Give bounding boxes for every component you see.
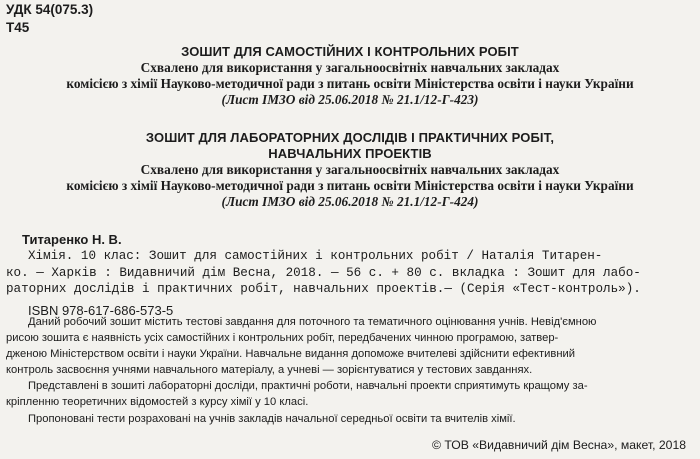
approval-heading: НАВЧАЛЬНИХ ПРОЕКТІВ [268, 146, 432, 161]
annotation-text [6, 314, 696, 427]
annotation-line: рисою зошита є наявність усіх самостійних і контрольних робіт, передбачених чинною програмою, затвер- [6, 332, 559, 345]
annotation-line: кріпленню теоретичних відомостей з курсу хімії у 10 класі. [6, 396, 309, 409]
approval-block-self-study [0, 44, 700, 108]
bib-line: Хімія. 10 клас: Зошит для самостійних і контрольних робіт / Наталія Титарен- [28, 249, 603, 263]
annotation-line: дженою Міністерством освіти і науки України. Навчальне видання допоможе вчителеві здійснити ефективний [6, 348, 576, 361]
bib-line: ко. — Харків : Видавничий дім Весна, 2018. — 56 с. + 80 с. вкладка : Зошит для лабо- [6, 265, 641, 280]
isbn: ISBN 978-617-686-573-5 [28, 302, 174, 318]
approval-letter-reference: (Лист ІМЗО від 25.06.2018 № 21.1/12-Г-423) [221, 92, 479, 107]
bib-line: раторних дослідів і практичних робіт, навчальних проектів.— (Серія «Тест-контроль»). [6, 282, 641, 296]
approval-line: комісією з хімії Науково-методичної ради з питань освіти Міністерства освіти і науки України [66, 76, 634, 91]
approval-line: Схвалено для використання у загальноосвітніх навчальних закладах [140, 60, 560, 75]
approval-line: комісією з хімії Науково-методичної ради з питань освіти Міністерства освіти і науки України [66, 178, 634, 193]
approval-heading: ЗОШИТ ДЛЯ САМОСТІЙНИХ І КОНТРОЛЬНИХ РОБІТ [181, 44, 519, 59]
annotation-line: Пропоновані тести розраховані на учнів закладів начальної середньої освіти та вчителів хімії. [28, 412, 516, 425]
approval-heading: ЗОШИТ ДЛЯ ЛАБОРАТОРНИХ ДОСЛІДІВ І ПРАКТИЧНИХ РОБІТ, [145, 130, 555, 145]
annotation-line: контроль засвоєння учнями навчального матеріалу, а учневі — зорієнтуватися у тестових завданнях. [6, 364, 533, 377]
copyright-notice: © ТОВ «Видавничий дім Весна», макет, 2018 [432, 438, 686, 452]
approval-block-lab-work [0, 130, 700, 210]
annotation-line: Представлені в зошиті лабораторні досліди, практичні роботи, навчальні проекти сприятимуть кращому за- [28, 380, 588, 393]
bib-author: Титаренко Н. В. [22, 232, 122, 247]
author-mark-code: Т45 [6, 20, 30, 35]
bibliographic-record [6, 232, 696, 319]
approval-line: Схвалено для використання у загальноосвітніх навчальних закладах [140, 162, 560, 177]
udc-classification: УДК 54(075.3) [6, 2, 94, 17]
annotation-line: Даний робочий зошит містить тестові завдання для поточного та тематичного оцінювання учнів. Невід'ємною [28, 316, 597, 328]
approval-letter-reference: (Лист ІМЗО від 25.06.2018 № 21.1/12-Г-424) [221, 194, 479, 209]
